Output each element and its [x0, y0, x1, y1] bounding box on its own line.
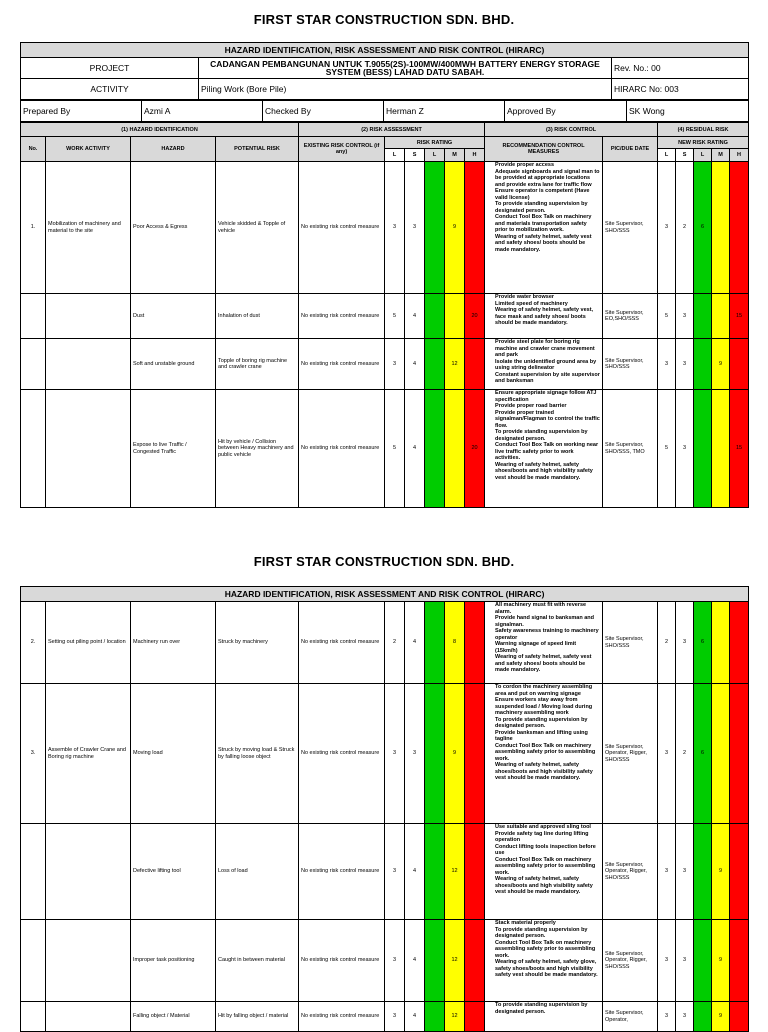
col-risk-rating: RISK RATING	[385, 137, 485, 149]
row-existing-control: No existing risk control measure	[299, 390, 385, 508]
row-recommendation	[485, 294, 603, 339]
col-high: H	[465, 149, 485, 162]
row-rating-low	[425, 920, 445, 1002]
row-new-rating-high	[730, 602, 749, 684]
row-new-rating-low	[694, 390, 712, 508]
section-hazard-identification: (1) HAZARD IDENTIFICATION	[21, 123, 299, 137]
row-new-rating-low	[694, 339, 712, 390]
measure-item: • To provide standing supervision by designated person.	[495, 429, 600, 442]
row-new-likelihood: 3	[658, 920, 676, 1002]
measure-item: • Provide water browser	[495, 294, 600, 301]
row-rating-high	[465, 339, 485, 390]
row-rating-high	[465, 824, 485, 920]
row-new-rating-medium	[712, 684, 730, 824]
col-new-s: S	[676, 149, 694, 162]
row-severity: 4	[405, 824, 425, 920]
row-recommendation	[485, 162, 603, 294]
section-residual-risk: (4) RESIDUAL RISK	[658, 123, 749, 137]
row-rating-high: 20	[465, 390, 485, 508]
row-likelihood: 3	[385, 684, 405, 824]
row-pic: Site Supervisor, Operator, Rigger, SHO/SSS	[603, 684, 658, 824]
row-no	[21, 824, 46, 920]
row-potential-risk: Inhalation of dust	[216, 294, 299, 339]
row-work-activity	[46, 824, 131, 920]
row-likelihood: 3	[385, 920, 405, 1002]
row-likelihood: 3	[385, 339, 405, 390]
row-rating-medium: 12	[445, 339, 465, 390]
row-hazard: Soft and unstable ground	[131, 339, 216, 390]
row-new-rating-medium	[712, 294, 730, 339]
row-new-rating-medium: 9	[712, 339, 730, 390]
row-rating-low	[425, 162, 445, 294]
row-new-rating-high	[730, 1002, 749, 1032]
row-new-rating-high	[730, 684, 749, 824]
measure-item: • Warning signage of speed limit (15km/h)	[495, 641, 600, 654]
row-work-activity: Setting out piling point / location	[46, 602, 131, 684]
checked-label: Checked By	[263, 101, 384, 122]
measure-item: • To provide standing supervision by designated person.	[495, 1002, 600, 1015]
sheet-page-2	[20, 552, 748, 1032]
row-rating-low	[425, 390, 445, 508]
row-new-rating-high: 15	[730, 294, 749, 339]
row-potential-risk: Loss of load	[216, 824, 299, 920]
approved-value: SK Wong	[627, 101, 749, 122]
row-hazard: Improper task positioning	[131, 920, 216, 1002]
company-name: FIRST STAR CONSTRUCTION SDN. BHD.	[253, 12, 515, 27]
row-new-rating-medium	[712, 162, 730, 294]
row-new-severity: 3	[676, 920, 694, 1002]
measures-list	[487, 920, 600, 979]
row-new-likelihood: 2	[658, 602, 676, 684]
col-new-medium: M	[712, 149, 730, 162]
row-no: 3.	[21, 684, 46, 824]
row-new-rating-medium: 9	[712, 920, 730, 1002]
table-row	[21, 920, 749, 1002]
approved-label: Approved By	[505, 101, 627, 122]
row-no	[21, 294, 46, 339]
row-new-rating-high	[730, 824, 749, 920]
row-potential-risk: Struck by machinery	[216, 602, 299, 684]
measure-item: • Wearing of safety helmet, safety vest and safety shoes/ boots should be made mandatory.	[495, 234, 600, 254]
row-rating-low	[425, 602, 445, 684]
col-potential-risk: POTENTIAL RISK	[216, 137, 299, 162]
row-new-rating-medium	[712, 602, 730, 684]
row-rating-medium: 12	[445, 1002, 465, 1032]
col-low: L	[425, 149, 445, 162]
row-rating-medium: 12	[445, 824, 465, 920]
row-existing-control: No existing risk control measure	[299, 824, 385, 920]
row-hazard: Defective lifting tool	[131, 824, 216, 920]
row-rating-medium: 9	[445, 684, 465, 824]
row-rating-high	[465, 920, 485, 1002]
measure-item: • Conduct lifting tools inspection before use	[495, 844, 600, 857]
row-new-likelihood: 3	[658, 339, 676, 390]
form-title-2: HAZARD IDENTIFICATION, RISK ASSESSMENT AND RISK CONTROL (HIRARC)	[21, 587, 749, 602]
row-hazard: Dust	[131, 294, 216, 339]
measures-list	[487, 390, 600, 481]
checked-value: Herman Z	[384, 101, 505, 122]
row-hazard: Expose to live Traffic / Congested Traffic	[131, 390, 216, 508]
measure-item: • Conduct Tool Box Talk on machinery assembling safety prior to assembling work.	[495, 940, 600, 960]
row-new-rating-high: 15	[730, 390, 749, 508]
row-likelihood: 3	[385, 824, 405, 920]
prepared-value: Azmi A	[142, 101, 263, 122]
row-rating-medium	[445, 390, 465, 508]
measure-item: • Wearing of safety helmet, safety vest and safety shoes/ boots should be made mandatory.	[495, 654, 600, 674]
row-rating-high: 20	[465, 294, 485, 339]
rows-page-2	[21, 602, 749, 1032]
row-likelihood: 3	[385, 1002, 405, 1032]
row-hazard: Falling object / Material	[131, 1002, 216, 1032]
row-new-rating-medium: 9	[712, 1002, 730, 1032]
row-existing-control: No existing risk control measure	[299, 684, 385, 824]
hirarc-table-page-1	[20, 122, 749, 508]
row-potential-risk: Struck by moving load & Struck by falling loose object	[216, 684, 299, 824]
row-new-rating-low	[694, 920, 712, 1002]
row-new-severity: 3	[676, 294, 694, 339]
row-pic: Site Supervisor, SHO/SSS	[603, 339, 658, 390]
measure-item: • To cordon the machinery assembling area and put on warning signage	[495, 684, 600, 697]
rows-page-1	[21, 162, 749, 508]
row-work-activity	[46, 920, 131, 1002]
row-no	[21, 339, 46, 390]
row-hazard: Moving load	[131, 684, 216, 824]
row-recommendation	[485, 684, 603, 824]
row-pic: Site Supervisor, EO,SHO/SSS	[603, 294, 658, 339]
row-rating-low	[425, 824, 445, 920]
row-new-rating-low	[694, 824, 712, 920]
measure-item: • Conduct Tool Box Talk on machinery assembling safety prior to assembling work.	[495, 743, 600, 763]
measure-item: • Constant supervision by site supervisor and banksman	[495, 372, 600, 385]
row-rating-low	[425, 339, 445, 390]
section-risk-assessment: (2) RISK ASSESSMENT	[299, 123, 485, 137]
hirarc-no: HIRARC No: 003	[612, 79, 749, 100]
row-work-activity	[46, 1002, 131, 1032]
measure-item: • Ensure workers stay away from suspended load / Moving load during machinery assembling work	[495, 697, 600, 717]
row-severity: 4	[405, 390, 425, 508]
col-work-activity: WORK ACTIVITY	[46, 137, 131, 162]
col-existing-control: EXISTING RISK CONTROL (if any)	[299, 137, 385, 162]
measure-item: • Conduct Tool Box Talk on machinery assembling safety prior to assembling work.	[495, 857, 600, 877]
col-hazard: HAZARD	[131, 137, 216, 162]
row-new-severity: 3	[676, 339, 694, 390]
row-rating-high	[465, 162, 485, 294]
col-pic: PIC/DUE DATE	[603, 137, 658, 162]
table-row	[21, 1002, 749, 1032]
row-pic: Site Supervisor, Operator, Rigger, SHO/SSS	[603, 824, 658, 920]
table-row	[21, 339, 749, 390]
measure-item: • Provide proper access	[495, 162, 600, 169]
row-new-likelihood: 3	[658, 824, 676, 920]
table-row	[21, 602, 749, 684]
form-title: HAZARD IDENTIFICATION, RISK ASSESSMENT AND RISK CONTROL (HIRARC)	[21, 43, 749, 58]
measure-item: • Wearing of safety helmet, safety glove, safety shoes/boots and high visibility safety vest should be made mandatory.	[495, 959, 600, 979]
measure-item: • Safety awareness training to machinery operator	[495, 628, 600, 641]
row-new-likelihood: 5	[658, 390, 676, 508]
row-new-likelihood: 3	[658, 1002, 676, 1032]
row-recommendation	[485, 602, 603, 684]
measure-item: • Wearing of safety helmet, safety shoes/boots and high visibility safety vest should be made mandatory.	[495, 876, 600, 896]
measure-item: • Conduct Tool Box Talk on machinery and materials transportation safety prior to mobilization work.	[495, 214, 600, 234]
measures-list	[487, 294, 600, 327]
row-severity: 4	[405, 294, 425, 339]
row-no: 2.	[21, 602, 46, 684]
row-new-rating-low: 6	[694, 602, 712, 684]
row-rating-medium	[445, 294, 465, 339]
row-pic: Site Supervisor, Operator,	[603, 1002, 658, 1032]
measure-item: • All machinery must fit with reverse alarm.	[495, 602, 600, 615]
row-existing-control: No existing risk control measure	[299, 162, 385, 294]
row-new-severity: 3	[676, 390, 694, 508]
row-rating-high	[465, 684, 485, 824]
row-recommendation	[485, 339, 603, 390]
prepared-label: Prepared By	[21, 101, 142, 122]
row-severity: 3	[405, 684, 425, 824]
row-severity: 4	[405, 920, 425, 1002]
row-new-rating-low: 6	[694, 162, 712, 294]
measure-item: • Adequate signboards and signal man to be provided at appropriate locations and provide extra lane for traffic flow	[495, 169, 600, 189]
row-severity: 4	[405, 602, 425, 684]
col-recommendation: RECOMMENDATION CONTROL MEASURES	[485, 137, 603, 162]
row-pic: Site Supervisor, SHO/SSS, TMO	[603, 390, 658, 508]
sheet-page-1	[20, 10, 748, 508]
row-new-severity: 2	[676, 162, 694, 294]
measure-item: • Provide safety tag line during lifting operation	[495, 831, 600, 844]
row-severity: 3	[405, 162, 425, 294]
col-new-risk-rating: NEW RISK RATING	[658, 137, 749, 149]
row-hazard: Machinery run over	[131, 602, 216, 684]
row-work-activity	[46, 390, 131, 508]
rev-no: Rev. No.: 00	[612, 58, 749, 79]
row-work-activity	[46, 339, 131, 390]
row-new-likelihood: 5	[658, 294, 676, 339]
company-name-2: FIRST STAR CONSTRUCTION SDN. BHD.	[253, 554, 515, 569]
row-existing-control: No existing risk control measure	[299, 920, 385, 1002]
measure-item: • Provide proper road barrier	[495, 403, 600, 410]
row-potential-risk: Caught in between material	[216, 920, 299, 1002]
measure-item: • Ensure operator is competent (Have valid license)	[495, 188, 600, 201]
measures-list	[487, 684, 600, 782]
measure-item: • Stack material properly	[495, 920, 600, 927]
row-work-activity: Mobilization of machinery and material to the site	[46, 162, 131, 294]
row-rating-high	[465, 1002, 485, 1032]
row-potential-risk: Vehicle skidded & Topple of vehicle	[216, 162, 299, 294]
measure-item: • Wearing of safety helmet, safety shoes/boots and high visibility safety vest should be made mandatory.	[495, 462, 600, 482]
measure-item: • Limited speed of machinery	[495, 301, 600, 308]
row-rating-medium: 8	[445, 602, 465, 684]
row-existing-control: No existing risk control measure	[299, 1002, 385, 1032]
measure-item: • To provide standing supervision by designated person.	[495, 717, 600, 730]
measure-item: • Wearing of safety helmet, safety vest, face mask and safety shoes/ boots should be made mandatory.	[495, 307, 600, 327]
row-rating-medium: 12	[445, 920, 465, 1002]
row-work-activity	[46, 294, 131, 339]
row-pic: Site Supervisor, SHO/SSS	[603, 602, 658, 684]
table-row	[21, 390, 749, 508]
row-severity: 4	[405, 1002, 425, 1032]
row-potential-risk: Hit by falling object / material	[216, 1002, 299, 1032]
row-existing-control: No existing risk control measure	[299, 602, 385, 684]
row-new-rating-medium: 9	[712, 824, 730, 920]
activity-label: ACTIVITY	[21, 79, 199, 100]
col-new-low: L	[694, 149, 712, 162]
table-row	[21, 824, 749, 920]
row-likelihood: 5	[385, 294, 405, 339]
measure-item: • Provide proper trained signalman/Flagman to control the traffic flow.	[495, 410, 600, 430]
row-existing-control: No existing risk control measure	[299, 294, 385, 339]
section-risk-control: (3) RISK CONTROL	[485, 123, 658, 137]
row-work-activity: Assemble of Crawler Crane and Boring rig machine	[46, 684, 131, 824]
row-no	[21, 920, 46, 1002]
row-rating-high	[465, 602, 485, 684]
row-rating-low	[425, 294, 445, 339]
row-rating-low	[425, 684, 445, 824]
row-recommendation	[485, 920, 603, 1002]
col-no: No.	[21, 137, 46, 162]
measure-item: • To provide standing supervision by designated person.	[495, 201, 600, 214]
row-severity: 4	[405, 339, 425, 390]
measure-item: • Provide banksman and lifting using tagline	[495, 730, 600, 743]
col-new-l: L	[658, 149, 676, 162]
measures-list	[487, 339, 600, 385]
row-new-severity: 3	[676, 602, 694, 684]
row-hazard: Poor Access & Egress	[131, 162, 216, 294]
hirarc-table-page-2	[20, 586, 749, 1032]
col-new-high: H	[730, 149, 749, 162]
measures-list	[487, 824, 600, 896]
row-rating-medium: 9	[445, 162, 465, 294]
project-value: CADANGAN PEMBANGUNAN UNTUK T.9055(2S)-100MW/400MWH BATTERY ENERGY STORAGE SYSTEM (BESS) LAHAD DATU SABAH.	[199, 58, 612, 79]
row-no: 1.	[21, 162, 46, 294]
row-likelihood: 2	[385, 602, 405, 684]
measures-list	[487, 1002, 600, 1015]
measure-item: • Ensure appropriate signage follow ATJ specification	[495, 390, 600, 403]
row-new-rating-high	[730, 162, 749, 294]
row-likelihood: 5	[385, 390, 405, 508]
row-new-rating-high	[730, 339, 749, 390]
measures-list	[487, 162, 600, 253]
row-recommendation	[485, 1002, 603, 1032]
measure-item: • Provide steel plate for boring rig machine and crawler crane movement and park	[495, 339, 600, 359]
row-new-rating-high	[730, 920, 749, 1002]
row-new-rating-medium	[712, 390, 730, 508]
measure-item: • Isolate the unidentified ground area by using string delineator	[495, 359, 600, 372]
row-new-likelihood: 3	[658, 162, 676, 294]
signoff-table	[20, 100, 749, 122]
measures-list	[487, 602, 600, 674]
measure-item: • Conduct Tool Box Talk on working near live traffic safety prior to work activities.	[495, 442, 600, 462]
row-new-rating-low	[694, 294, 712, 339]
row-new-severity: 2	[676, 684, 694, 824]
row-new-likelihood: 3	[658, 684, 676, 824]
project-label: PROJECT	[21, 58, 199, 79]
row-likelihood: 3	[385, 162, 405, 294]
measure-item: • Use suitable and approved sling tool	[495, 824, 600, 831]
row-new-rating-low: 6	[694, 684, 712, 824]
measure-item: • Wearing of safety helmet, safety shoes/boots and high visibility safety vest should be made mandatory.	[495, 762, 600, 782]
hirarc-header-table	[20, 42, 749, 100]
row-recommendation	[485, 824, 603, 920]
row-existing-control: No existing risk control measure	[299, 339, 385, 390]
row-new-severity: 3	[676, 824, 694, 920]
table-row	[21, 294, 749, 339]
table-row	[21, 162, 749, 294]
col-s: S	[405, 149, 425, 162]
row-new-severity: 3	[676, 1002, 694, 1032]
row-pic: Site Supervisor, SHO/SSS	[603, 162, 658, 294]
row-rating-low	[425, 1002, 445, 1032]
row-no	[21, 390, 46, 508]
measure-item: • To provide standing supervision by designated person.	[495, 927, 600, 940]
row-potential-risk: Hit by vehicle / Collision between Heavy machinery and public vehicle	[216, 390, 299, 508]
row-potential-risk: Topple of boring rig machine and crawler crane	[216, 339, 299, 390]
col-medium: M	[445, 149, 465, 162]
activity-value: Piling Work (Bore Pile)	[199, 79, 612, 100]
table-row	[21, 684, 749, 824]
row-new-rating-low	[694, 1002, 712, 1032]
row-pic: Site Supervisor, Operator, Rigger, SHO/SSS	[603, 920, 658, 1002]
col-l: L	[385, 149, 405, 162]
row-no	[21, 1002, 46, 1032]
row-recommendation	[485, 390, 603, 508]
measure-item: • Provide hand signal to banksman and signalman.	[495, 615, 600, 628]
